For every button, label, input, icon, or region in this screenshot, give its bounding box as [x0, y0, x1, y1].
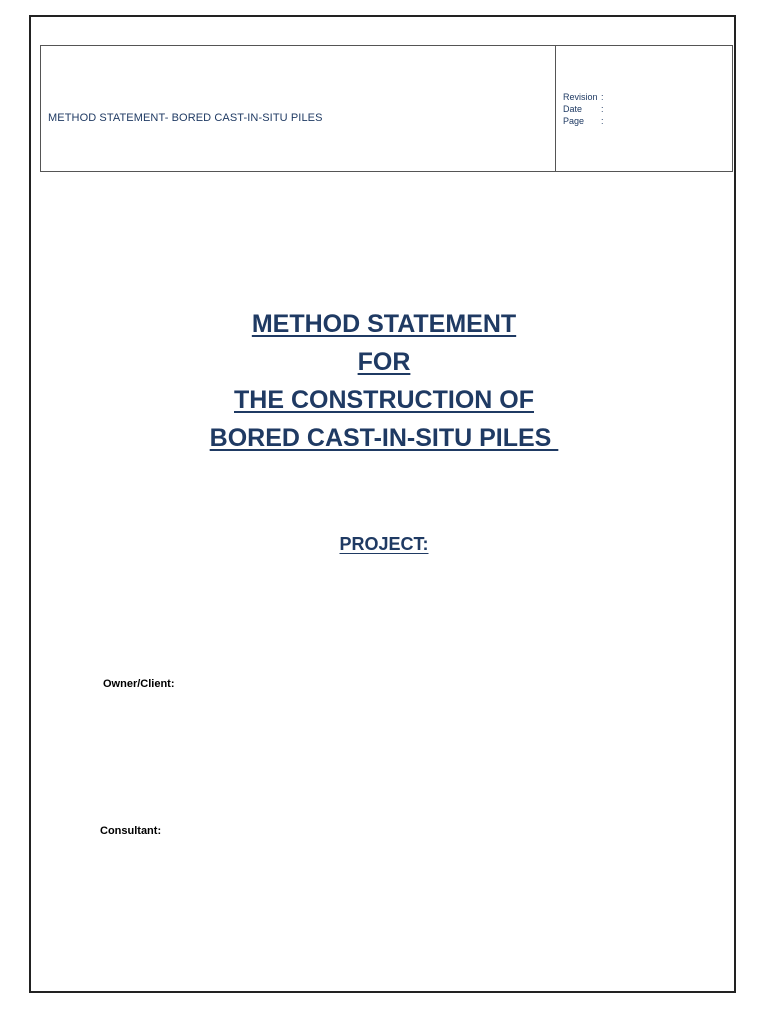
page-label: Page	[563, 116, 585, 126]
header-table	[40, 45, 733, 172]
date-separator: :	[601, 104, 604, 114]
revision-row	[563, 91, 604, 103]
project-heading	[0, 534, 768, 555]
header-meta-cell	[556, 46, 732, 171]
title-line-1: METHOD STATEMENT	[251, 310, 517, 338]
owner-client-label: Owner/Client:	[103, 678, 175, 690]
project-label: PROJECT:	[339, 534, 429, 554]
main-title	[0, 305, 768, 457]
title-line-2: FOR	[357, 348, 411, 376]
page-row	[563, 115, 604, 127]
date-row	[563, 103, 604, 115]
page-separator: :	[601, 116, 604, 126]
title-line-3: THE CONSTRUCTION OF	[234, 386, 534, 414]
revision-separator: :	[601, 92, 604, 102]
title-line-4: BORED CAST-IN-SITU PILES	[209, 424, 559, 452]
consultant-label: Consultant:	[100, 825, 162, 837]
document-header-title: METHOD STATEMENT- BORED CAST-IN-SITU PILES	[48, 112, 323, 124]
document-meta	[563, 91, 604, 127]
date-label: Date	[563, 104, 583, 114]
revision-label: Revision	[563, 92, 598, 102]
header-title-cell	[41, 46, 556, 171]
